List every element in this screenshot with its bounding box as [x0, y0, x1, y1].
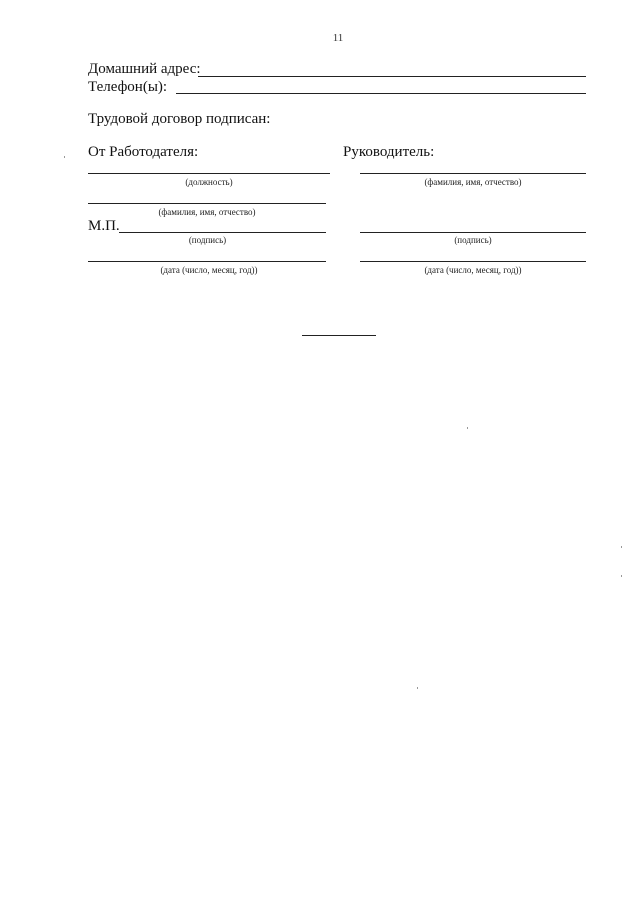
- manager-date-field[interactable]: [360, 261, 586, 262]
- scan-speck: [621, 575, 622, 577]
- employer-heading: От Работодателя:: [88, 144, 199, 160]
- scan-speck: [64, 156, 65, 158]
- phones-field[interactable]: [176, 93, 586, 94]
- scan-speck: [621, 546, 622, 548]
- manager-heading: Руководитель:: [343, 144, 435, 160]
- manager-signature-caption: (подпись): [454, 235, 492, 245]
- employer-date-caption: (дата (число, месяц, год)): [160, 265, 258, 275]
- stamp-label: М.П.: [88, 218, 120, 234]
- phones-label: Телефон(ы):: [88, 79, 168, 95]
- employer-date-field[interactable]: [88, 261, 326, 262]
- employer-position-caption: (должность): [185, 177, 233, 187]
- end-separator: [302, 335, 376, 336]
- employer-signature-caption: (подпись): [188, 235, 227, 245]
- manager-name-caption: (фамилия, имя, отчество): [424, 177, 522, 187]
- home-address-field[interactable]: [198, 76, 586, 77]
- scan-speck: [417, 687, 418, 689]
- page-number: 11: [332, 32, 344, 44]
- employer-position-field[interactable]: [88, 173, 330, 174]
- employer-name-field[interactable]: [88, 203, 326, 204]
- home-address-label: Домашний адрес:: [88, 61, 201, 77]
- contract-signed-title: Трудовой договор подписан:: [88, 111, 271, 127]
- manager-signature-field[interactable]: [360, 232, 586, 233]
- manager-name-field[interactable]: [360, 173, 586, 174]
- manager-date-caption: (дата (число, месяц, год)): [424, 265, 522, 275]
- scan-speck: [467, 427, 468, 429]
- employer-name-caption: (фамилия, имя, отчество): [158, 207, 256, 217]
- employer-signature-field[interactable]: [119, 232, 326, 233]
